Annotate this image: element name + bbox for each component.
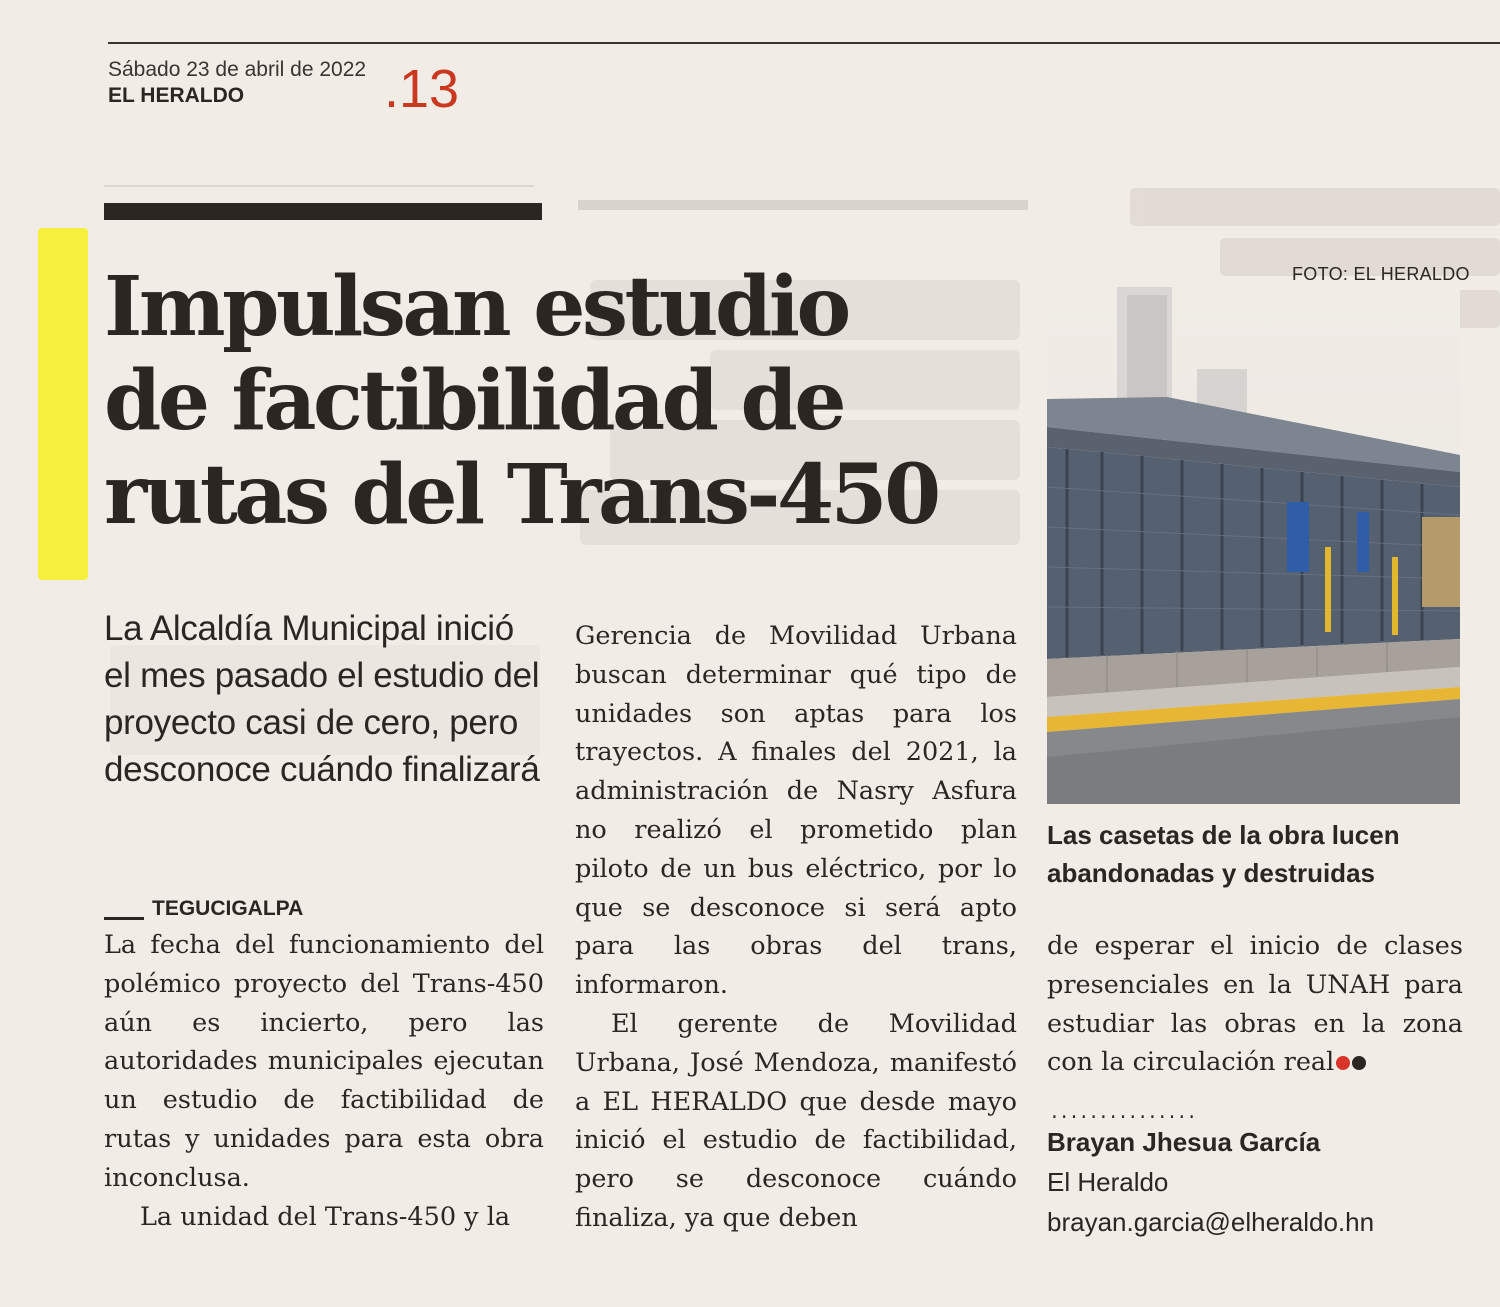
author-organization: El Heraldo [1047,1167,1169,1197]
headline-line-2: de factibilidad de [104,353,844,449]
body-column-2 [575,617,1017,1238]
byline-separator: ............... [1049,1104,1197,1124]
top-rule [108,42,1500,44]
highlighter-mark [38,228,88,580]
body-paragraph-3-start: El gerente de Movilidad Urbana, José Mendoza, manifestó a EL HERALDO que desde mayo inició el estudio de factibilidad, pero se desconoce cuándo finaliza, ya que deben [575,1008,1017,1233]
body-column-1 [104,926,544,1236]
headline [104,260,938,542]
dateline-bar [104,917,144,920]
headline-rule [104,203,542,220]
body-paragraph-2-continued: Gerencia de Movilidad Urbana buscan determinar qué tipo de unidades son aptas para los trayectos. A finales del 2021, la administración de Nasry Asfura no realizó el prometido plan piloto de un bus eléctrico, por lo que se desconoce si será apto para las obras del trans, informaron. [575,621,1017,1001]
bus-station-photo [1047,287,1460,804]
body-paragraph-2-start: La unidad del Trans-450 y la [140,1201,511,1232]
body-column-3 [1047,927,1463,1082]
headline-line-1: Impulsan estudio [104,259,848,355]
photo-caption: Las casetas de la obra lucen abandonadas y destruidas [1047,820,1400,888]
end-mark-red-dot [1336,1056,1350,1070]
bleed-through-bar [578,200,1028,210]
article-summary: La Alcaldía Municipal inició el mes pasado el estudio del proyecto casi de cero, pero desconoce cuándo finalizará [104,609,540,789]
body-paragraph-1: La fecha del funcionamiento del polémico proyecto del Trans-450 aún es incierto, pero las autoridades municipales ejecutan un estudio de factibilidad de rutas y unidades para esta obra inconclusa. [104,930,544,1193]
author-name: Brayan Jhesua García [1047,1127,1321,1157]
dateline: TEGUCIGALPA [152,897,304,920]
author-email: brayan.garcia@elheraldo.hn [1047,1207,1375,1237]
photo-credit: FOTO: EL HERALDO [1292,264,1470,284]
headline-line-3: rutas del Trans-450 [104,447,938,543]
issue-date: Sábado 23 de abril de 2022 [108,58,367,81]
newspaper-name: EL HERALDO [108,84,245,107]
bleed-through-rule [104,185,534,187]
body-paragraph-3-end: de esperar el inicio de clases presenciales en la UNAH para estudiar las obras en la zona con la circulación real [1047,931,1463,1078]
page-number: .13 [384,59,460,119]
end-mark-dark-dot [1352,1056,1366,1070]
